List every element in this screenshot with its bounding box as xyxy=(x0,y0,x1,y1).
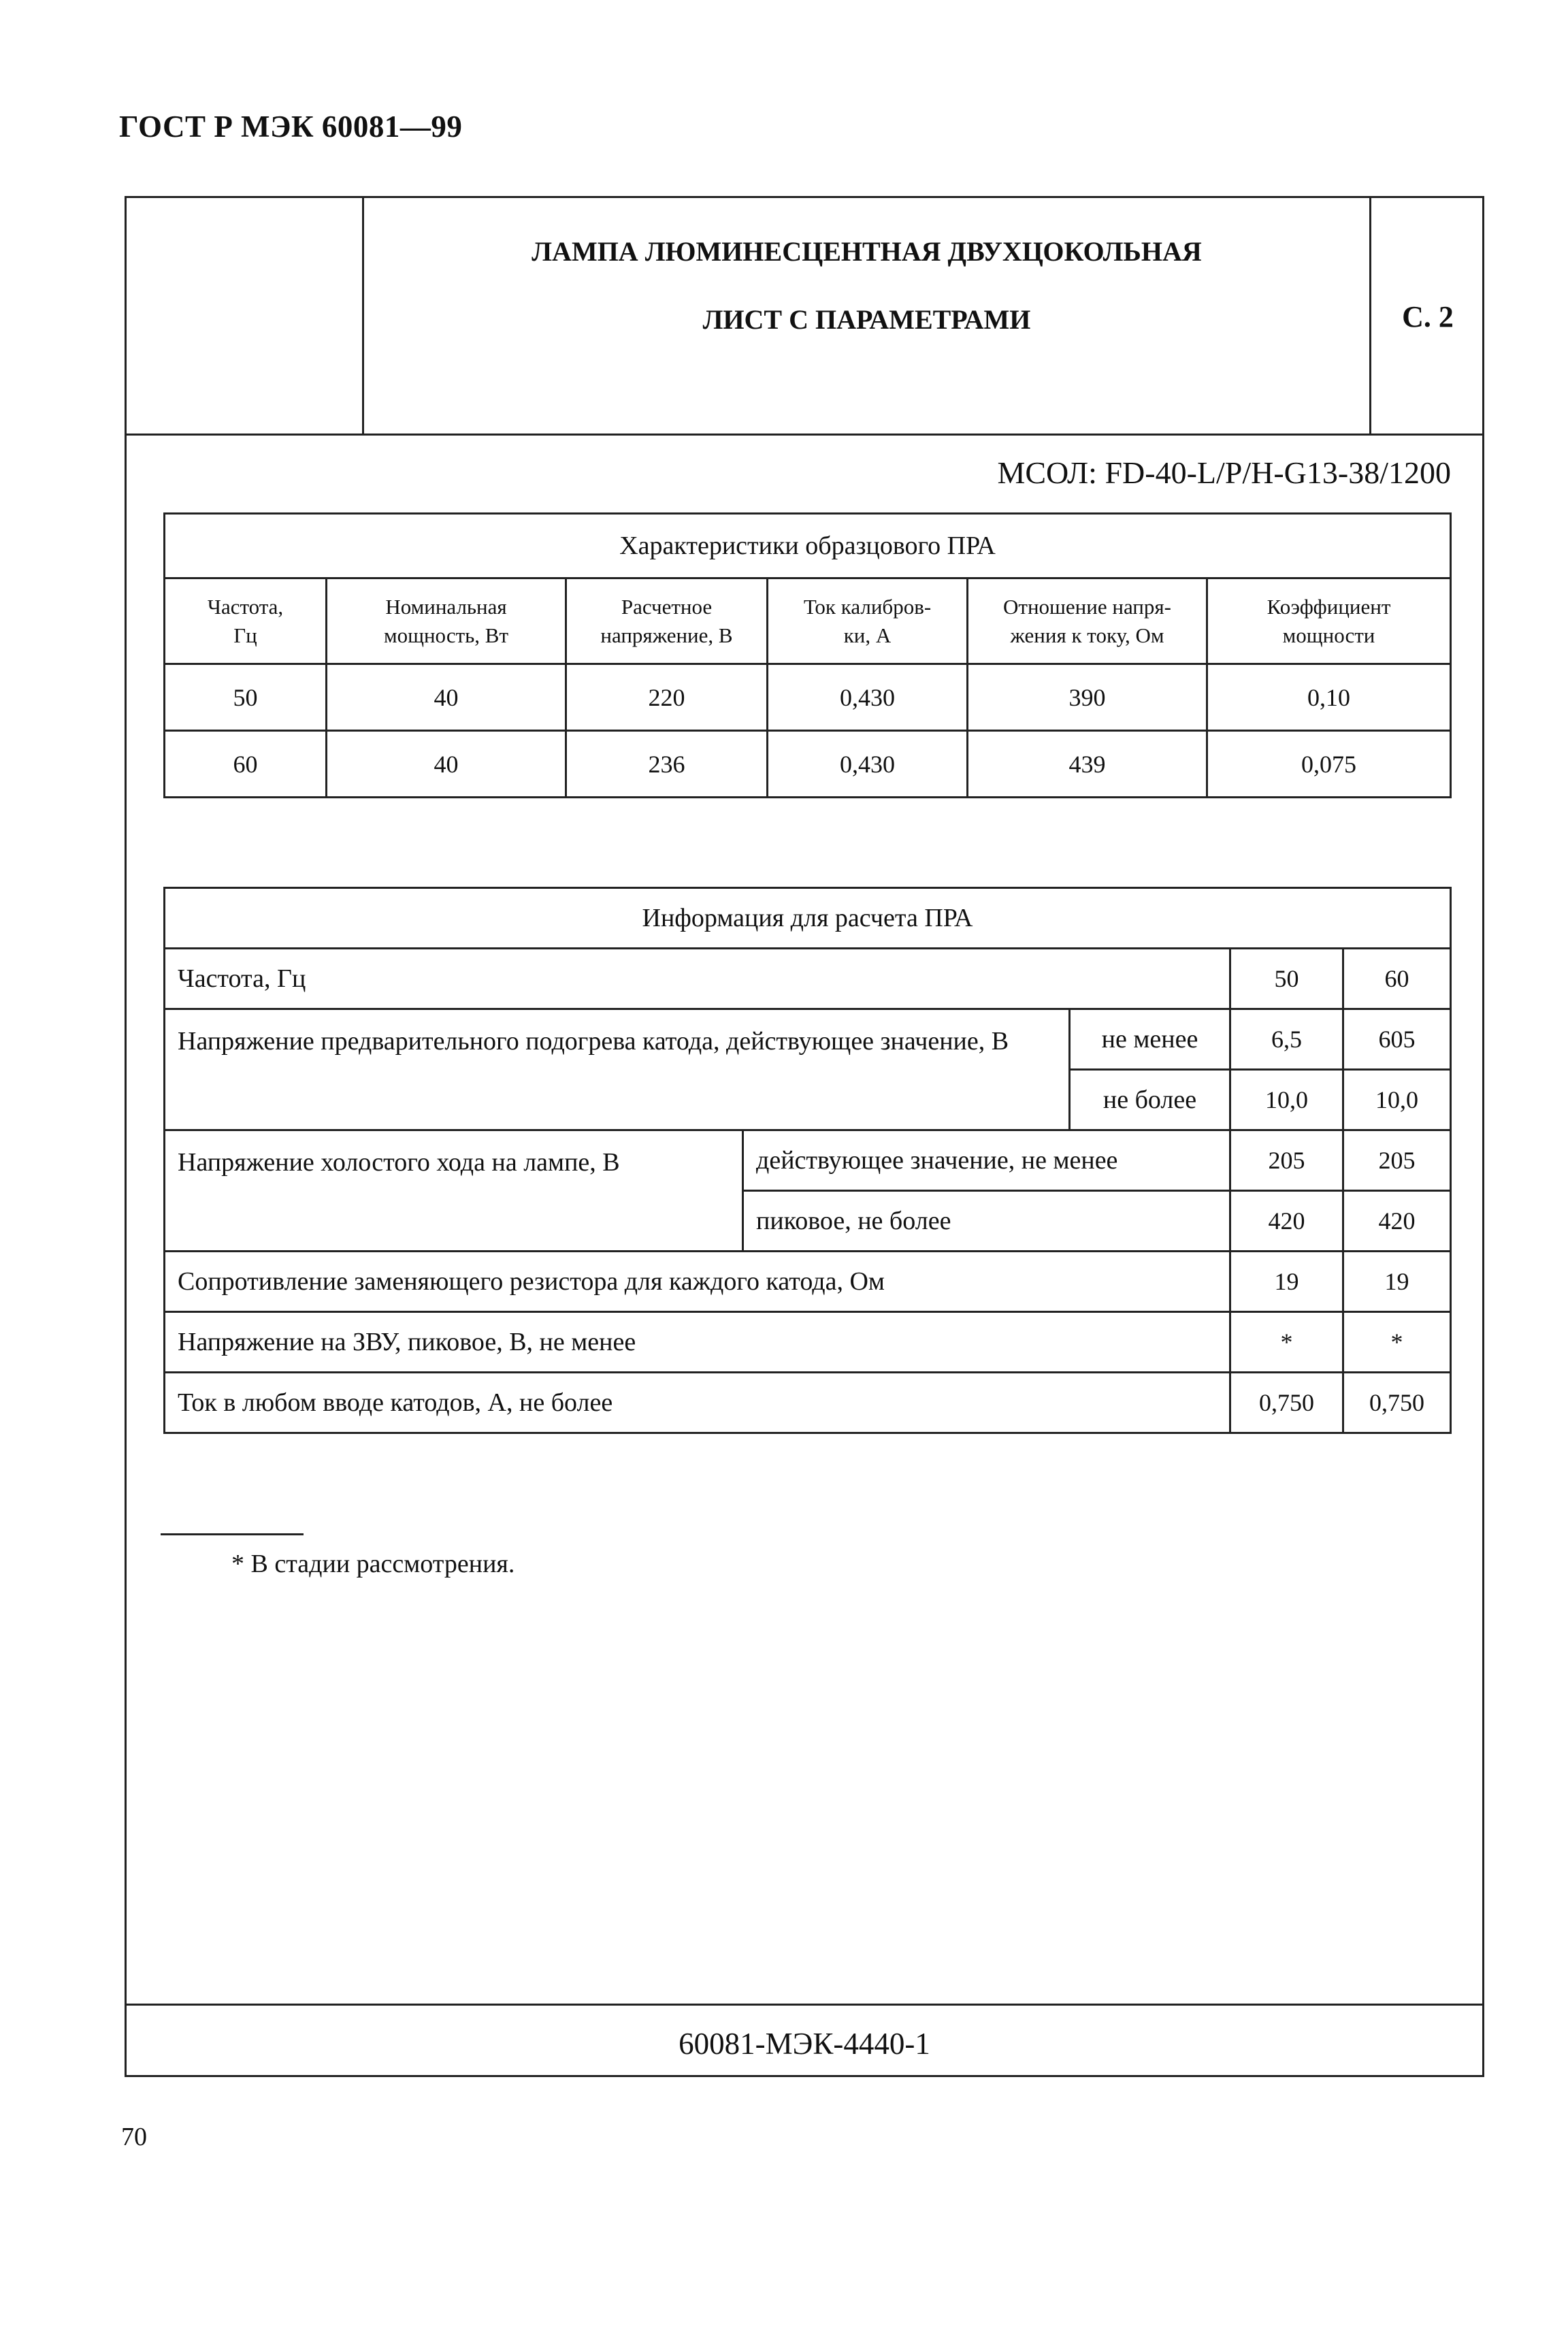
table-cell: 60 xyxy=(165,731,327,798)
table-row xyxy=(165,731,1451,798)
open-circuit-voltage-label: Напряжение холостого хода на лампе, В xyxy=(165,1130,743,1252)
table-row xyxy=(165,1009,1451,1070)
resistor-label: Сопротивление заменяющего резистора для каждого катода, Ом xyxy=(165,1252,1230,1312)
standard-header: ГОСТ Р МЭК 60081—99 xyxy=(119,110,463,144)
resistor-60: 19 xyxy=(1343,1252,1451,1312)
lamp-designation: МСОЛ: FD-40-L/P/H-G13-38/1200 xyxy=(997,455,1451,490)
frequency-label: Частота, Гц xyxy=(165,949,1230,1009)
open-circuit-rms-label: действующее значение, не менее xyxy=(743,1130,1230,1191)
footnote: * В стадии рассмотрения. xyxy=(231,1550,515,1578)
table-cell: 439 xyxy=(968,731,1207,798)
table-row xyxy=(165,1130,1451,1191)
starter-voltage-label: Напряжение на ЗВУ, пиковое, В, не менее xyxy=(165,1312,1230,1373)
table-cell: 0,075 xyxy=(1207,731,1451,798)
table-cell: 236 xyxy=(566,731,768,798)
preheat-max-60: 10,0 xyxy=(1343,1070,1451,1130)
preheat-voltage-label: Напряжение предварительного подогрева катода, действующее значение, В xyxy=(165,1009,1070,1130)
title-block-page-cell xyxy=(1371,196,1484,434)
title-block-logo-cell xyxy=(125,196,364,434)
sheet-subtitle: ЛИСТ С ПАРАМЕТРАМИ xyxy=(702,304,1031,335)
reference-ballast-table xyxy=(163,512,1452,798)
column-header-voltage-current-ratio: Отношение напря- жения к току, Ом xyxy=(968,578,1207,664)
cathode-current-label: Ток в любом вводе катодов, А, не более xyxy=(165,1373,1230,1433)
column-header-rated-power: Номинальная мощность, Вт xyxy=(327,578,566,664)
starter-voltage-60: * xyxy=(1343,1312,1451,1373)
title-block xyxy=(125,196,1484,436)
ballast-design-caption: Информация для расчета ПРА xyxy=(165,888,1451,949)
column-header-calibration-current: Ток калибров- ки, А xyxy=(768,578,968,664)
sheet-page-label: С. 2 xyxy=(1402,300,1454,333)
table-cell: 0,10 xyxy=(1207,664,1451,731)
preheat-max-50: 10,0 xyxy=(1230,1070,1343,1130)
reference-ballast-caption: Характеристики образцового ПРА xyxy=(165,514,1451,578)
column-header-rated-voltage: Расчетное напряжение, В xyxy=(566,578,768,664)
column-header-power-factor: Коэффициент мощности xyxy=(1207,578,1451,664)
ballast-design-table xyxy=(163,887,1452,1434)
title-block-title-cell xyxy=(364,196,1371,434)
frequency-50: 50 xyxy=(1230,949,1343,1009)
table-cell: 40 xyxy=(327,664,566,731)
page-number: 70 xyxy=(121,2123,147,2151)
table-cell: 0,430 xyxy=(768,731,968,798)
starter-voltage-50: * xyxy=(1230,1312,1343,1373)
preheat-min-label: не менее xyxy=(1070,1009,1230,1070)
table-cell: 0,430 xyxy=(768,664,968,731)
preheat-min-50: 6,5 xyxy=(1230,1009,1343,1070)
frequency-60: 60 xyxy=(1343,949,1451,1009)
footnote-separator xyxy=(161,1533,304,1535)
table-cell: 220 xyxy=(566,664,768,731)
table-cell: 50 xyxy=(165,664,327,731)
sheet-title: ЛАМПА ЛЮМИНЕСЦЕНТНАЯ ДВУХЦОКОЛЬНАЯ xyxy=(532,236,1202,267)
open-circuit-peak-label: пиковое, не более xyxy=(743,1191,1230,1252)
table-cell: 390 xyxy=(968,664,1207,731)
open-circuit-rms-50: 205 xyxy=(1230,1130,1343,1191)
table-row xyxy=(165,1252,1451,1312)
preheat-min-60: 605 xyxy=(1343,1009,1451,1070)
open-circuit-rms-60: 205 xyxy=(1343,1130,1451,1191)
sheet-code: 60081-МЭК-4440-1 xyxy=(679,2027,930,2061)
preheat-max-label: не более xyxy=(1070,1070,1230,1130)
column-header-frequency: Частота, Гц xyxy=(165,578,327,664)
cathode-current-50: 0,750 xyxy=(1230,1373,1343,1433)
sheet-code-block xyxy=(125,2004,1484,2077)
resistor-50: 19 xyxy=(1230,1252,1343,1312)
table-cell: 40 xyxy=(327,731,566,798)
table-row xyxy=(165,1312,1451,1373)
open-circuit-peak-60: 420 xyxy=(1343,1191,1451,1252)
open-circuit-peak-50: 420 xyxy=(1230,1191,1343,1252)
table-row xyxy=(165,664,1451,731)
table-row xyxy=(165,1373,1451,1433)
cathode-current-60: 0,750 xyxy=(1343,1373,1451,1433)
table-row xyxy=(165,949,1451,1009)
